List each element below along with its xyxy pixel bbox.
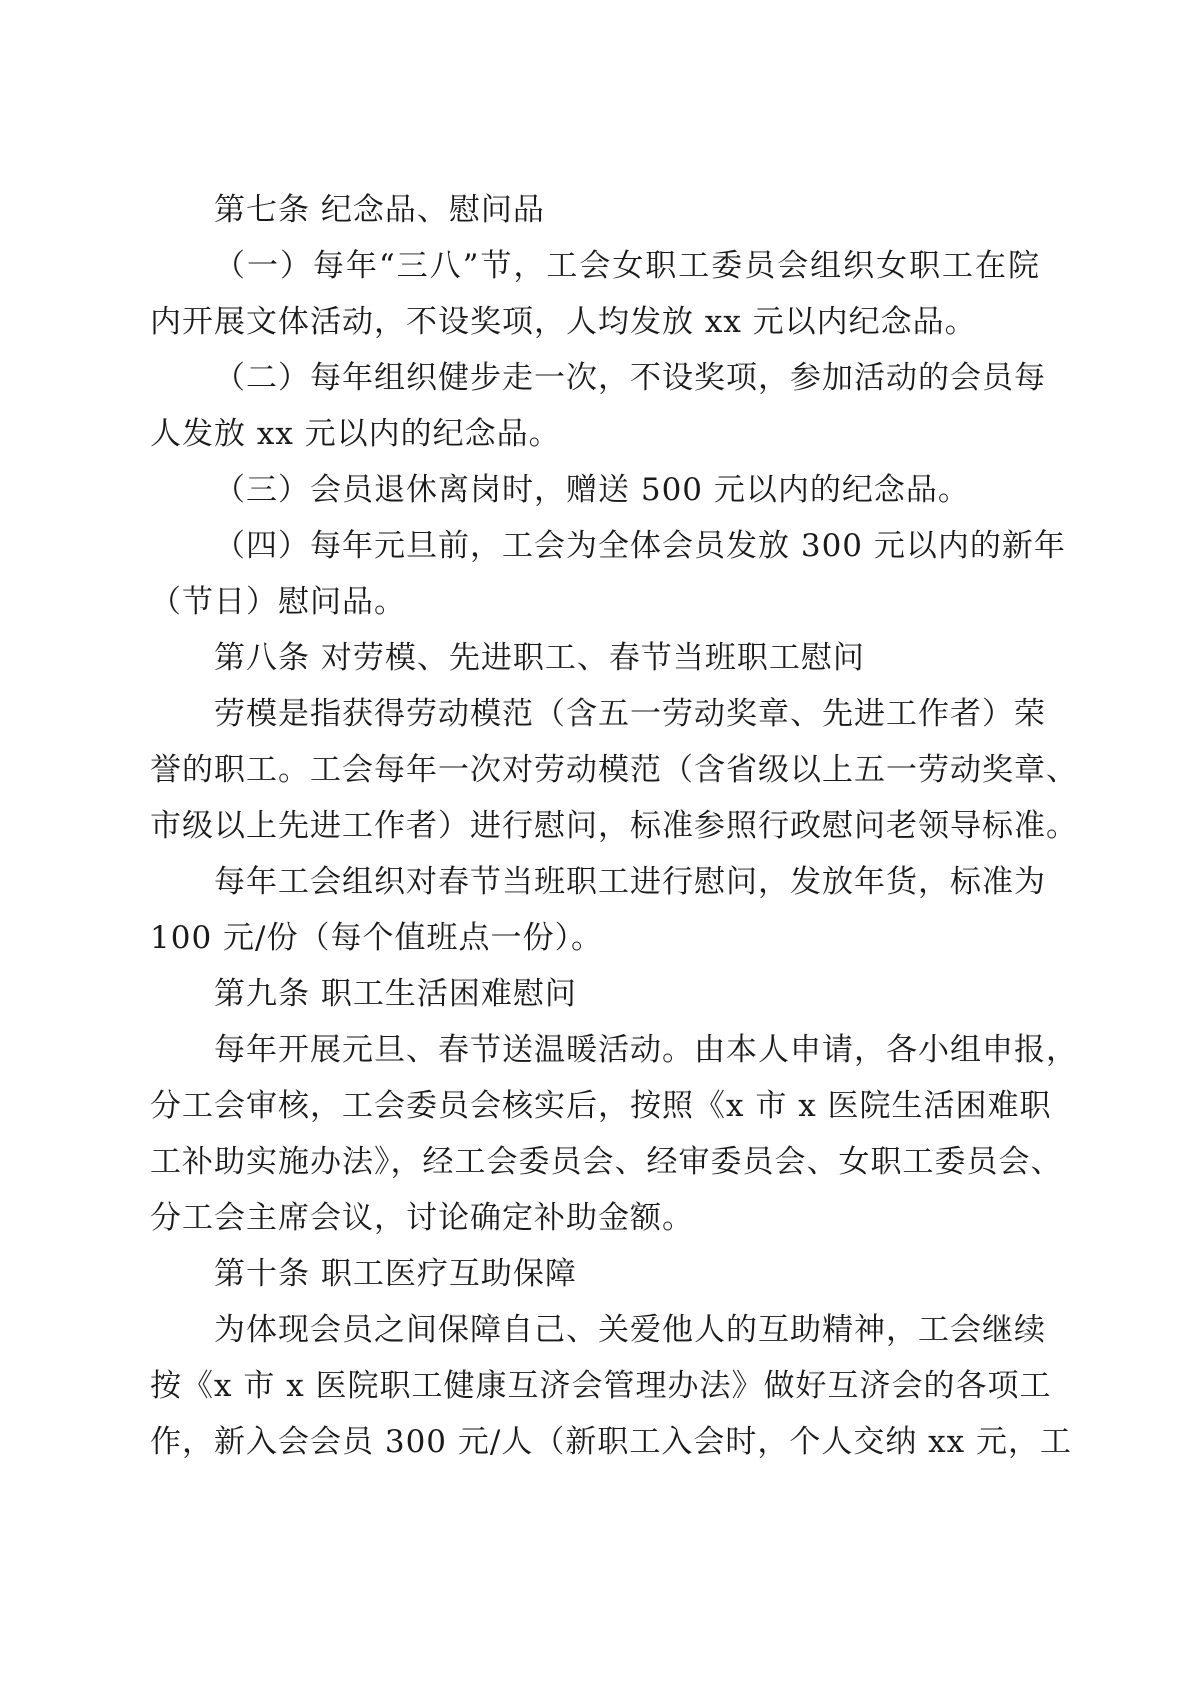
paragraph-line: （节日）慰问品。 <box>150 584 406 620</box>
paragraph-line: 作，新入会会员 300 元/人（新职工入会时，个人交纳 xx 元，工 <box>150 1424 1072 1460</box>
paragraph-line: 分工会审核，工会委员会核实后，按照《x 市 x 医院生活困难职 <box>150 1088 1052 1124</box>
paragraph-line: 劳模是指获得劳动模范（含五一劳动奖章、先进工作者）荣 <box>214 696 1046 732</box>
document-body <box>150 182 1078 1470</box>
paragraph-line: 人发放 xx 元以内的纪念品。 <box>150 416 561 452</box>
article-9-heading: 第九条 职工生活困难慰问 <box>214 976 577 1012</box>
paragraph-line: 誉的职工。工会每年一次对劳动模范（含省级以上五一劳动奖章、 <box>150 752 1078 788</box>
paragraph-line: 为体现会员之间保障自己、关爱他人的互助精神，工会继续 <box>214 1312 1046 1348</box>
article-10-heading: 第十条 职工医疗互助保障 <box>214 1256 577 1292</box>
paragraph-line: 市级以上先进工作者）进行慰问，标准参照行政慰问老领导标准。 <box>150 808 1078 844</box>
paragraph-line: 按《x 市 x 医院职工健康互济会管理办法》做好互济会的各项工 <box>150 1368 1052 1404</box>
article-8-heading: 第八条 对劳模、先进职工、春节当班职工慰问 <box>214 640 865 676</box>
paragraph-line: 100 元/份（每个值班点一份）。 <box>150 920 603 956</box>
paragraph-line: 分工会主席会议，讨论确定补助金额。 <box>150 1200 694 1236</box>
paragraph-line: 每年工会组织对春节当班职工进行慰问，发放年货，标准为 <box>214 864 1046 900</box>
paragraph-line: （一）每年“三八”节，工会女职工委员会组织女职工在院 <box>214 248 1040 284</box>
paragraph-line: （三）会员退休离岗时，赠送 500 元以内的纪念品。 <box>214 472 970 508</box>
paragraph-line: （四）每年元旦前，工会为全体会员发放 300 元以内的新年 <box>214 528 1066 564</box>
paragraph-line: 内开展文体活动，不设奖项，人均发放 xx 元以内纪念品。 <box>150 304 977 340</box>
paragraph-line: 每年开展元旦、春节送温暖活动。由本人申请，各小组申报， <box>214 1032 1078 1068</box>
paragraph-line: 工补助实施办法》，经工会委员会、经审委员会、女职工委员会、 <box>150 1144 1063 1180</box>
paragraph-line: （二）每年组织健步走一次，不设奖项，参加活动的会员每 <box>214 360 1046 396</box>
article-7-heading: 第七条 纪念品、慰问品 <box>214 192 545 228</box>
